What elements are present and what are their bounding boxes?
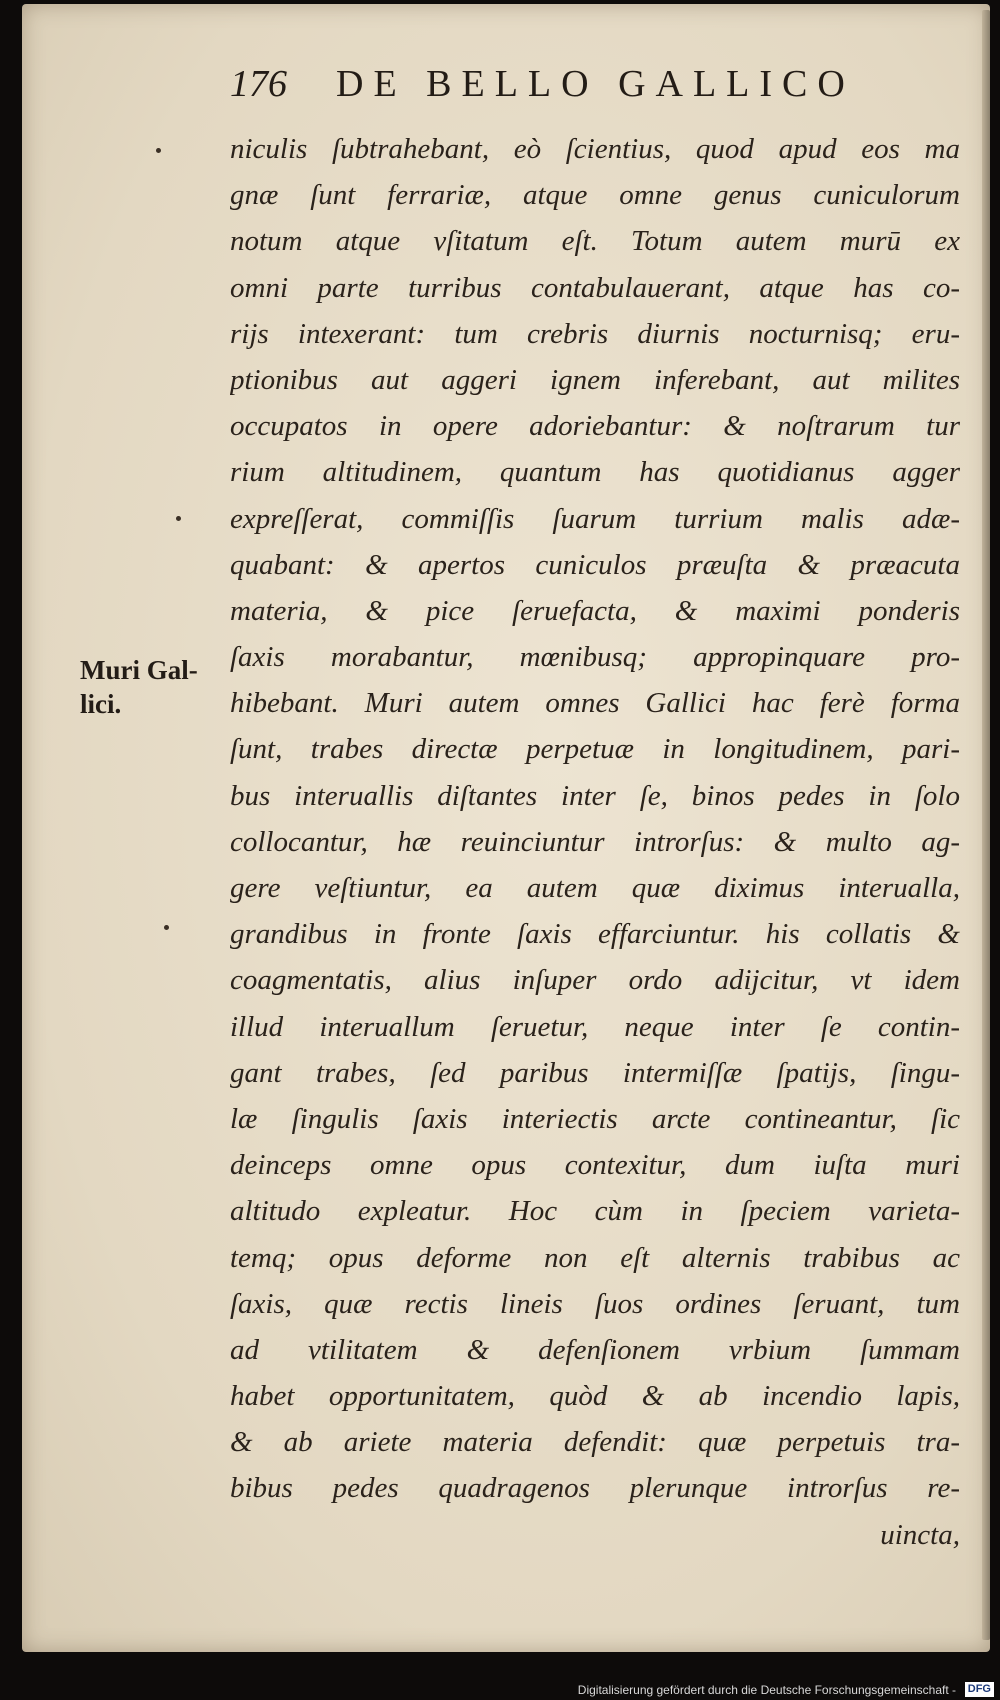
margin-mark bbox=[176, 516, 181, 521]
text-line: ſunt, trabes directæ perpetuæ in longitudinem, pari- bbox=[230, 733, 960, 766]
text-line: læ ſingulis ſaxis interiectis arcte contineantur, ſic bbox=[230, 1102, 960, 1135]
text-line: hibebant. Muri autem omnes Gallici hac ferè forma bbox=[230, 687, 960, 720]
margin-mark bbox=[164, 925, 169, 930]
text-line: ſaxis morabantur, mœnibusq; appropinquare pro- bbox=[230, 641, 960, 674]
text-line: notum atque vſitatum eſt. Totum autem murū ex bbox=[230, 225, 960, 258]
digitization-credit: Digitalisierung gefördert durch die Deutsche Forschungsgemeinschaft - bbox=[577, 1683, 956, 1697]
text-line: gnæ ſunt ferrariæ, atque omne genus cuniculorum bbox=[230, 179, 960, 212]
marginal-note-line: Muri Gal- bbox=[80, 655, 198, 685]
text-line: omni parte turribus contabulauerant, atque has co- bbox=[230, 271, 960, 304]
page-number: 176 bbox=[230, 63, 287, 105]
text-line: rijs intexerant: tum crebris diurnis nocturnisq; eru- bbox=[230, 317, 960, 350]
page-edge bbox=[982, 10, 990, 1640]
text-line: altitudo expleatur. Hoc cùm in ſpeciem varieta- bbox=[230, 1195, 960, 1228]
text-line: collocantur, hæ reuinciuntur introrſus: & multo ag- bbox=[230, 825, 960, 858]
body-text bbox=[230, 126, 960, 1558]
text-line: gere veſtiuntur, ea autem quæ diximus interualla, bbox=[230, 872, 960, 904]
running-head bbox=[230, 62, 855, 122]
text-line: bus interuallis diſtantes inter ſe, binos pedes in ſolo bbox=[230, 779, 960, 812]
running-title: DE BELLO GALLICO bbox=[336, 63, 855, 105]
text-line: temq; opus deforme non eſt alternis trabibus ac bbox=[230, 1241, 960, 1274]
text-line: niculis ſubtrahebant, eò ſcientius, quod apud eos ma bbox=[230, 133, 960, 165]
catchword: uincta, bbox=[880, 1518, 960, 1551]
text-line: illud interuallum ſeruetur, neque inter ſe contin- bbox=[230, 1010, 960, 1043]
text-line: deinceps omne opus contexitur, dum iuſta muri bbox=[230, 1149, 960, 1182]
marginal-note bbox=[80, 653, 198, 721]
text-line: & ab ariete materia defendit: quæ perpetuis tra- bbox=[230, 1426, 960, 1459]
text-line: occupatos in opere adoriebantur: & noſtrarum tur bbox=[230, 410, 960, 443]
text-line: habet opportunitatem, quòd & ab incendio lapis, bbox=[230, 1380, 960, 1413]
text-line: quabant: & apertos cuniculos præuſta & præacuta bbox=[230, 548, 960, 581]
dfg-logo: DFG bbox=[965, 1682, 994, 1697]
text-line: grandibus in fronte ſaxis effarciuntur. his collatis & bbox=[230, 918, 960, 951]
margin-mark bbox=[156, 148, 161, 153]
text-line: gant trabes, ſed paribus intermiſſæ ſpatijs, ſingu- bbox=[230, 1056, 960, 1089]
text-line: ad vtilitatem & defenſionem vrbium ſummam bbox=[230, 1333, 960, 1366]
text-line: ſaxis, quæ rectis lineis ſuos ordines ſeruant, tum bbox=[230, 1287, 960, 1320]
text-line: materia, & pice ſeruefacta, & maximi ponderis bbox=[230, 594, 960, 627]
marginal-note-line: lici. bbox=[80, 689, 122, 719]
text-line: rium altitudinem, quantum has quotidianus agger bbox=[230, 456, 960, 489]
text-line: ptionibus aut aggeri ignem inferebant, aut milites bbox=[230, 363, 960, 396]
text-line: expreſſerat, commiſſis ſuarum turrium malis adæ- bbox=[230, 502, 960, 535]
text-line: coagmentatis, alius inſuper ordo adijcitur, vt idem bbox=[230, 964, 960, 997]
text-line: bibus pedes quadragenos plerunque introrſus re- bbox=[230, 1472, 960, 1505]
